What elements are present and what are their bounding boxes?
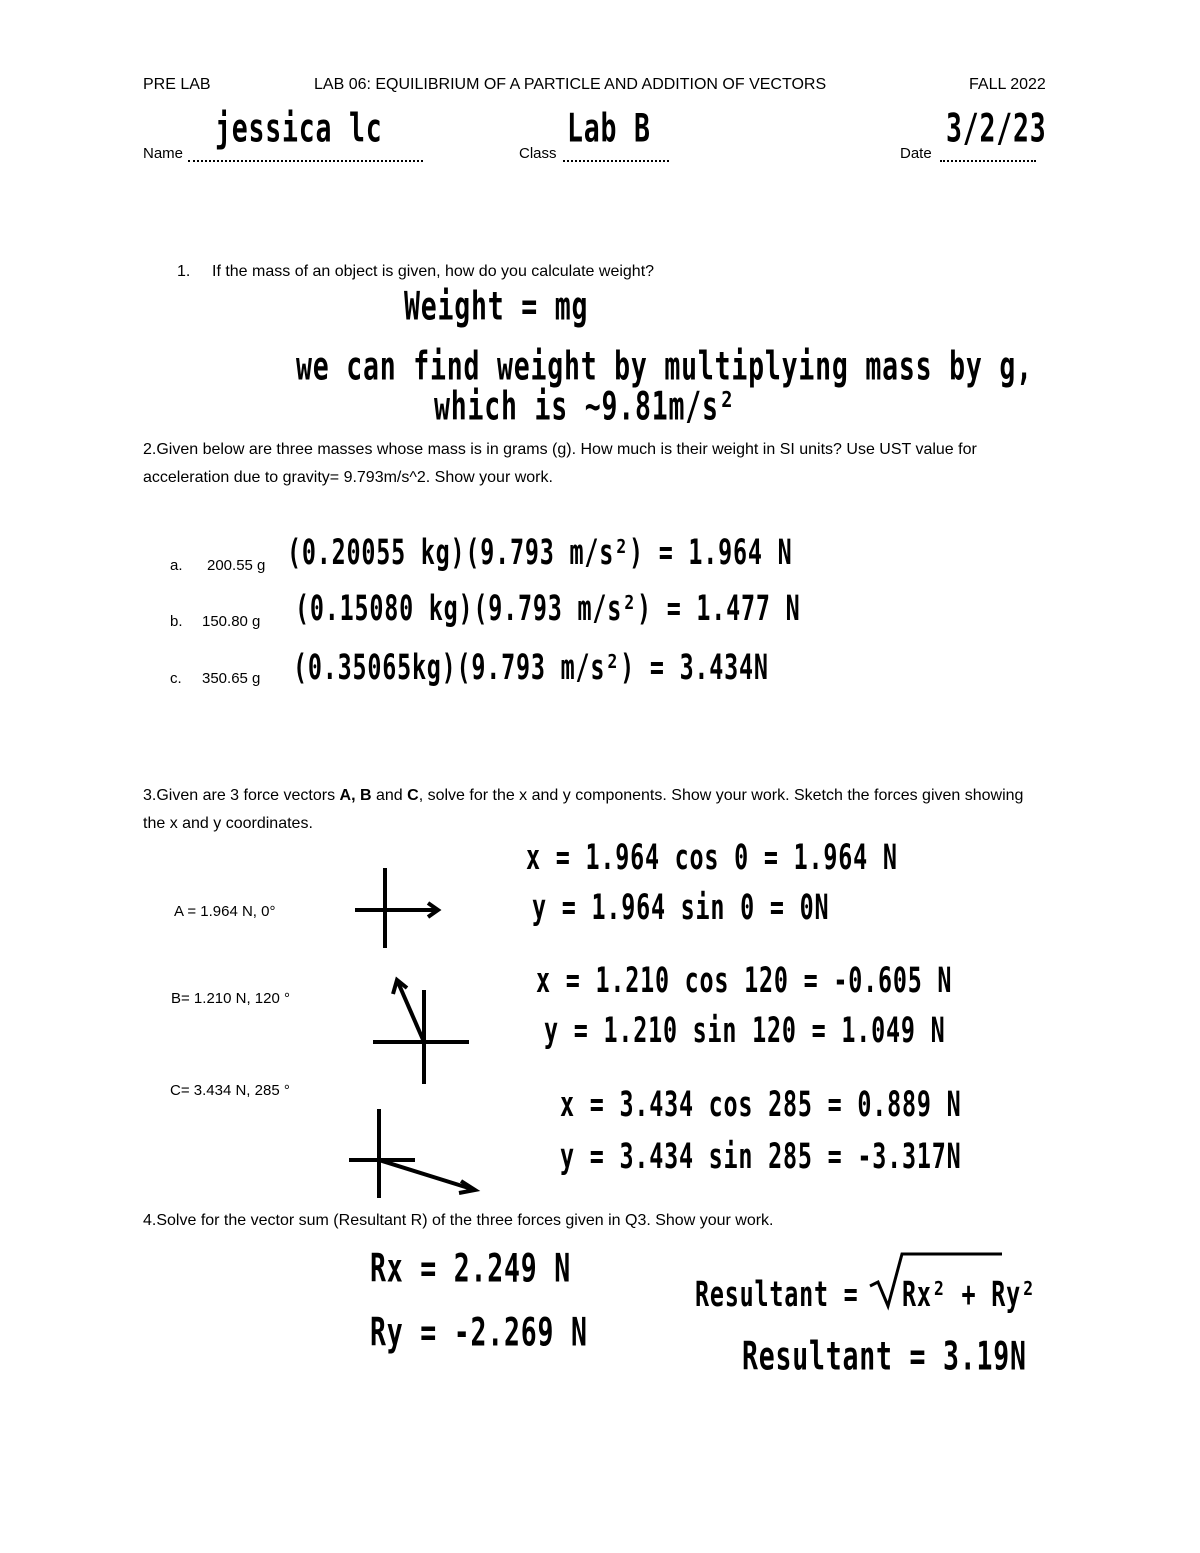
vector-a-sketch	[340, 860, 450, 955]
q4-formula-radicand: Rx² + Ry²	[902, 1274, 1036, 1315]
q1-text: If the mass of an object is given, how do you calculate weight?	[212, 263, 655, 280]
header-title: LAB 06: EQUILIBRIUM OF A PARTICLE AND ADDITION OF VECTORS	[314, 76, 827, 93]
q2c-mass: 350.65 g	[202, 670, 261, 687]
q3-text: 3.Given are 3 force vectors A, B and C, solve for the x and y components. Show your work. Sketch the forces given showing the x and y coordinates.	[143, 787, 1024, 832]
q4-rx: Rx = 2.249 N	[370, 1246, 571, 1292]
q1-answer-line3: which is ~9.81m/s²	[434, 384, 736, 430]
q1-answer-formula: Weight = mg	[404, 284, 589, 330]
vector-c-label: C= 3.434 N, 285 °	[170, 1082, 290, 1099]
q1-answer-line2: we can find weight by multiplying mass by g,	[296, 344, 1033, 390]
q2-text: 2.Given below are three masses whose mass is in grams (g). How much is their weight in SI units? Use UST value for acceleration due to gravity= 9.793m/s^2. Show your work.	[143, 441, 977, 486]
q2c-work: (0.35065kg)(9.793 m/s²) = 3.434N	[293, 647, 769, 688]
vector-c-x: x = 3.434 cos 285 = 0.889 N	[560, 1084, 962, 1125]
header-left: PRE LAB	[143, 76, 211, 93]
class-line	[563, 160, 669, 162]
vector-c-sketch	[345, 1105, 480, 1200]
name-label: Name	[143, 145, 184, 162]
date-line	[940, 160, 1036, 162]
vector-b-label: B= 1.210 N, 120 °	[171, 990, 290, 1007]
q4-text: 4.Solve for the vector sum (Resultant R) of the three forces given in Q3. Show your work.	[143, 1212, 774, 1229]
q2a-work: (0.20055 kg)(9.793 m/s²) = 1.964 N	[287, 532, 793, 573]
q4-formula-prefix: Resultant =	[695, 1274, 859, 1315]
q2c-letter: c.	[170, 670, 182, 687]
date-label: Date	[900, 145, 932, 162]
date-value: 3/2/23	[946, 106, 1047, 152]
header-right: FALL 2022	[969, 76, 1046, 93]
q4-result: Resultant = 3.19N	[742, 1334, 1027, 1380]
q2a-mass: 200.55 g	[207, 557, 266, 574]
name-value: jessica lc	[215, 106, 383, 152]
class-label: Class	[519, 145, 557, 162]
q2b-mass: 150.80 g	[202, 613, 261, 630]
q2b-work: (0.15080 kg)(9.793 m/s²) = 1.477 N	[295, 588, 801, 629]
q1-number: 1.	[177, 263, 191, 280]
vector-a-label: A = 1.964 N, 0°	[174, 903, 276, 920]
name-line	[188, 160, 423, 162]
vector-b-y: y = 1.210 sin 120 = 1.049 N	[544, 1010, 946, 1051]
vector-a-y: y = 1.964 sin 0 = 0N	[532, 887, 830, 928]
vector-a-x: x = 1.964 cos 0 = 1.964 N	[526, 837, 898, 878]
vector-b-sketch	[365, 972, 475, 1087]
vector-b-x: x = 1.210 cos 120 = -0.605 N	[536, 960, 953, 1001]
q2a-letter: a.	[170, 557, 183, 574]
vector-c-y: y = 3.434 sin 285 = -3.317N	[560, 1136, 962, 1177]
q4-ry: Ry = -2.269 N	[370, 1310, 588, 1356]
q2b-letter: b.	[170, 613, 183, 630]
class-value: Lab B	[567, 106, 651, 152]
